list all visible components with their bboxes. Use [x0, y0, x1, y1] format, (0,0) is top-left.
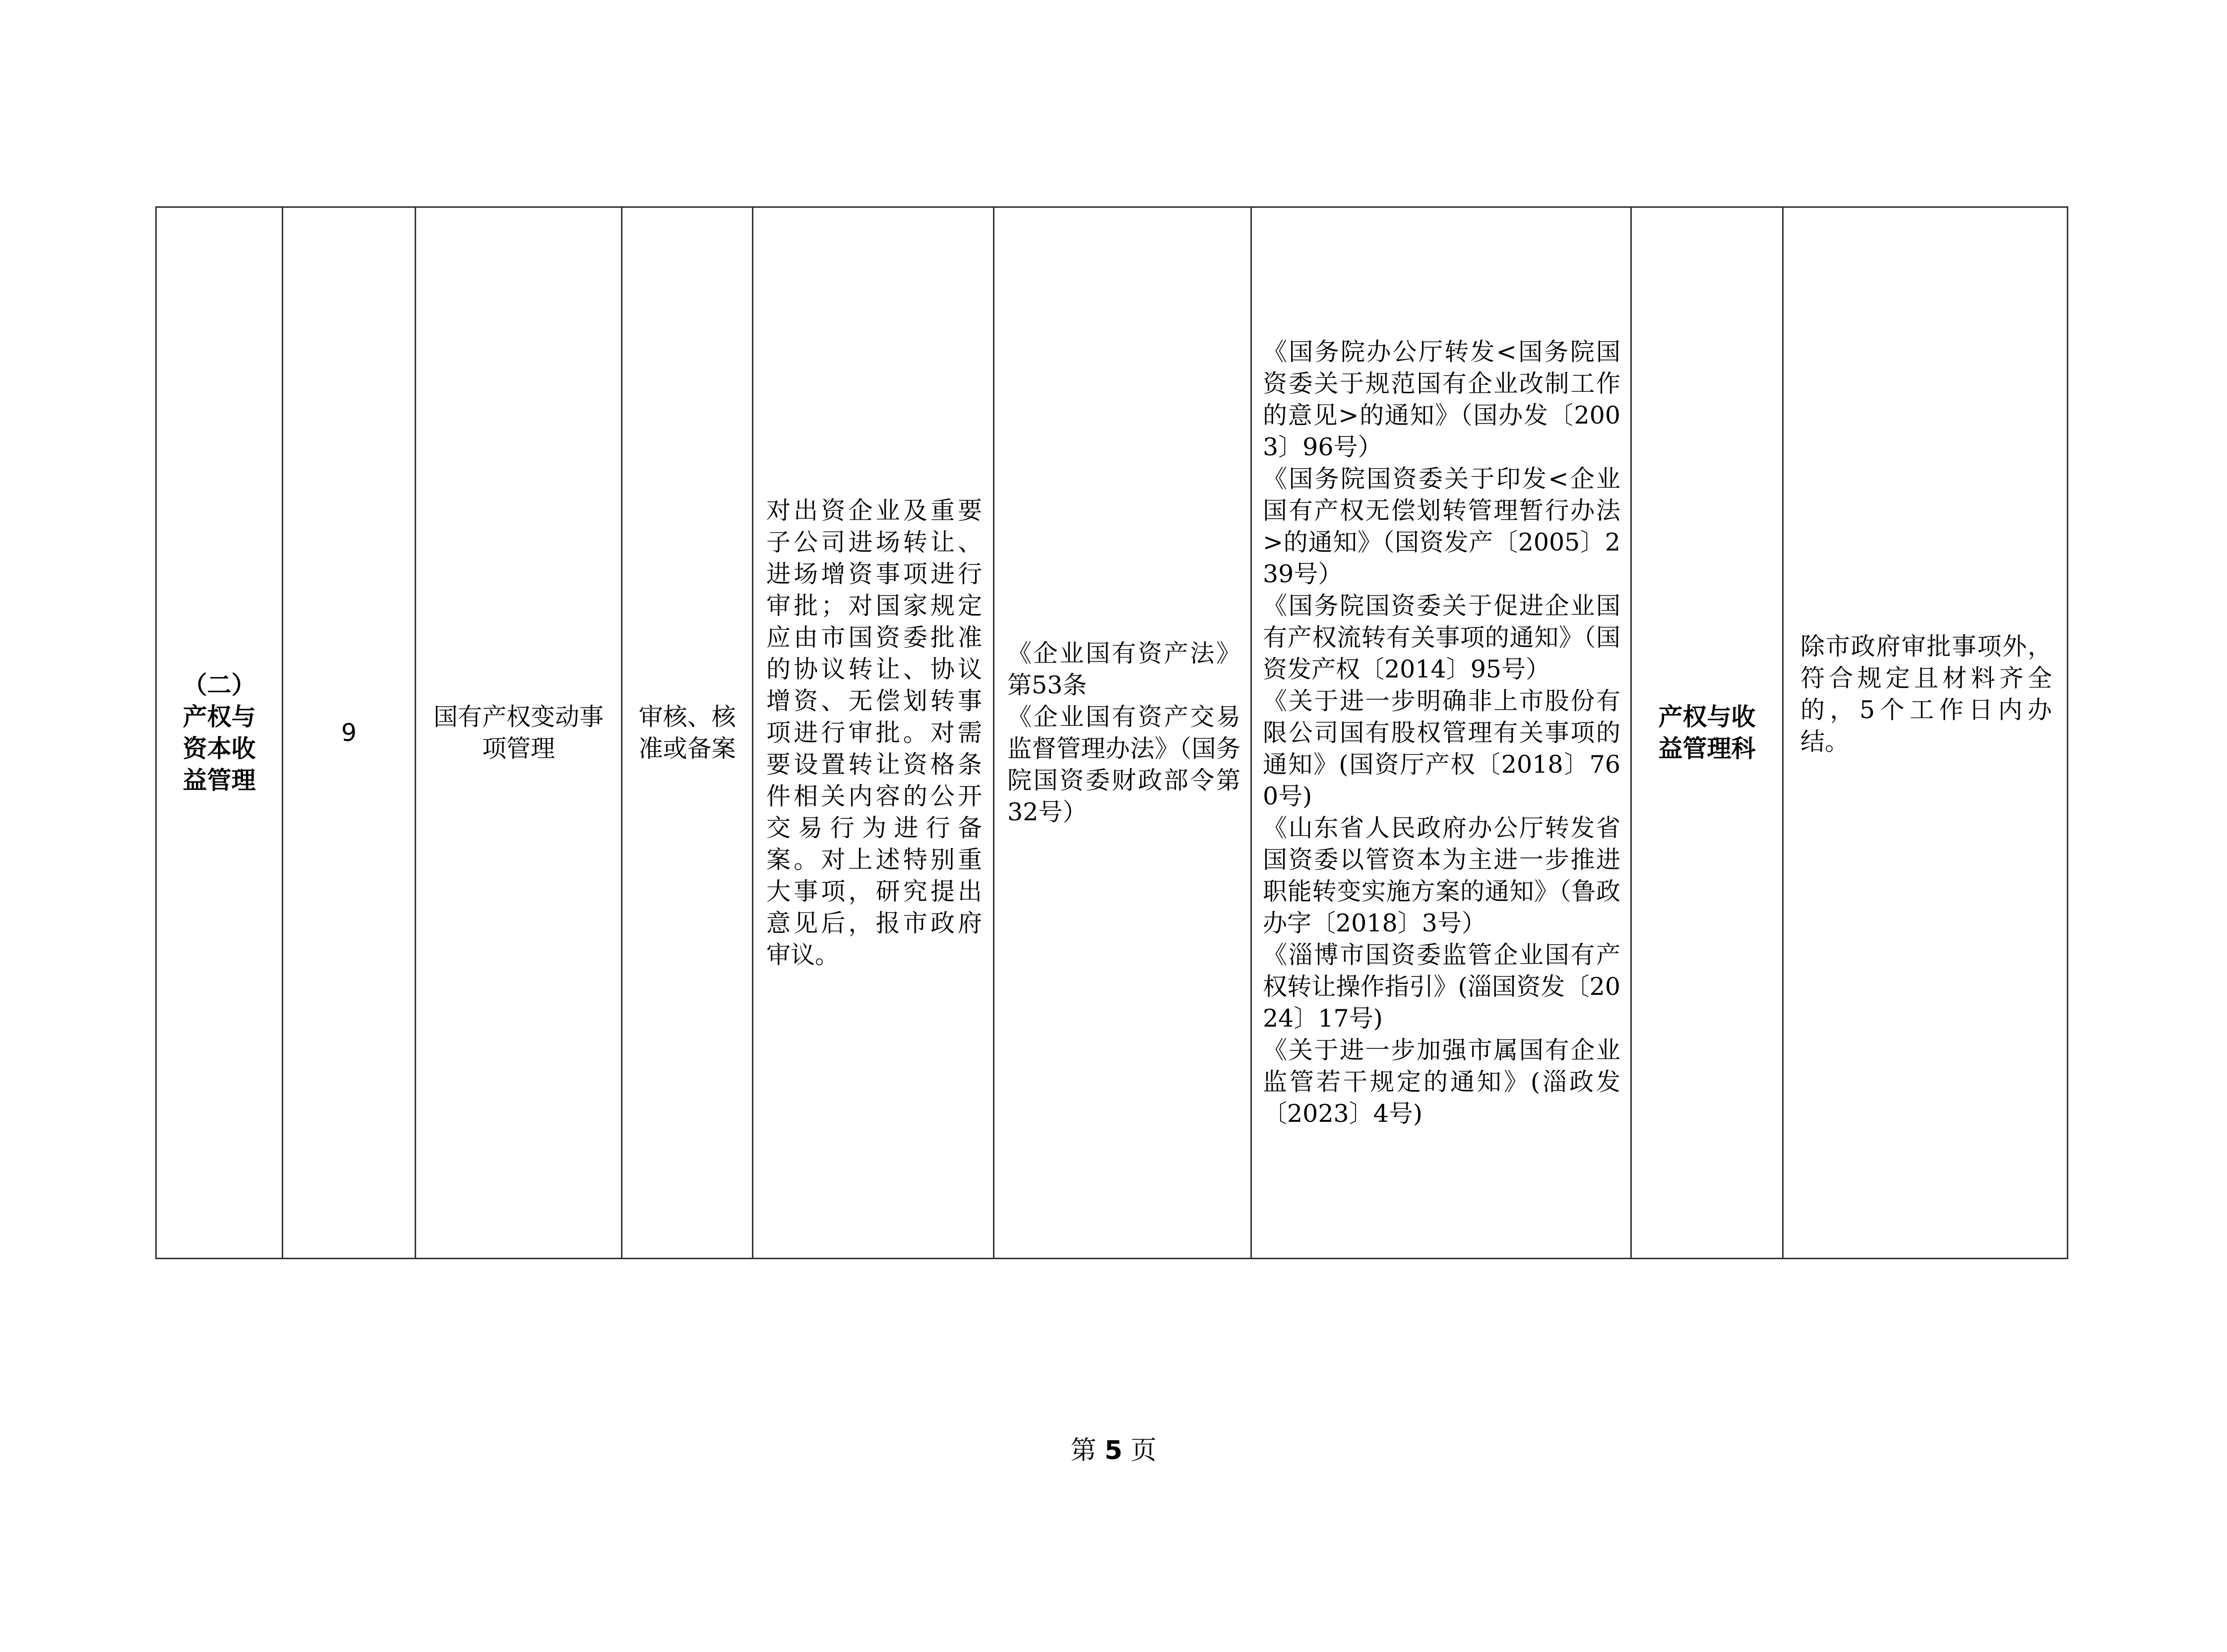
page-footer	[0, 1433, 2227, 1468]
policy-basis-item: 《国务院国资委关于促进企业国有产权流转有关事项的通知》（国资发产权〔2014〕95号）	[1263, 591, 1620, 683]
approval-type: 审核、核准或备案	[638, 702, 736, 763]
matters-table	[155, 206, 2068, 1259]
page-prefix: 第	[1070, 1436, 1097, 1466]
category-cell	[156, 207, 283, 1259]
page-number: 5	[1104, 1436, 1123, 1466]
category-line: 资本收	[183, 734, 256, 763]
content-text: 对出资企业及重要子公司进场转让、进场增资事项进行审批；对国家规定应由市国资委批准的协议转让、协议增资、无偿划转事项进行审批。对需要设置转让资格条件相关内容的公开交易行为进行备案。对上述特别重大事项，研究提出意见后，报市政府审议。	[766, 496, 982, 969]
item-number-cell	[283, 207, 416, 1259]
policy-basis-item: 《淄博市国资委监管企业国有产权转让操作指引》(淄国资发〔2024〕17号)	[1263, 940, 1620, 1033]
approval-type-cell	[622, 207, 753, 1259]
table-row	[156, 207, 2068, 1259]
item-number: 9	[341, 718, 357, 747]
department-cell	[1631, 207, 1783, 1259]
category-line: 益管理	[183, 766, 256, 795]
legal-basis-cell	[994, 207, 1251, 1259]
policy-basis-item: 《山东省人民政府办公厅转发省国资委以管资本为主进一步推进职能转变实施方案的通知》（鲁政办字〔2018〕3号）	[1263, 813, 1620, 937]
department-name: 产权与收益管理科	[1658, 702, 1756, 763]
legal-basis-item: 《企业国有资产交易监督管理办法》（国务院国资委财政部令第32号）	[1007, 702, 1240, 826]
time-limit-text: 除市政府审批事项外，符合规定且材料齐全的，5个工作日内办结。	[1800, 632, 2052, 756]
policy-basis-item: 《国务院国资委关于印发<企业国有产权无偿划转管理暂行办法>的通知》（国资发产〔2005〕239号）	[1263, 464, 1620, 588]
content-cell	[753, 207, 994, 1259]
item-name-cell	[416, 207, 622, 1259]
policy-basis-item: 《关于进一步加强市属国有企业监管若干规定的通知》(淄政发〔2023〕4号)	[1263, 1036, 1620, 1128]
page-suffix: 页	[1130, 1436, 1157, 1466]
policy-basis-item: 《关于进一步明确非上市股份有限公司国有股权管理有关事项的通知》(国资厅产权〔2018〕760号)	[1263, 686, 1620, 810]
item-name: 国有产权变动事项管理	[433, 702, 604, 763]
time-limit-cell	[1783, 207, 2068, 1259]
category-line: （二）	[183, 671, 256, 699]
policy-basis-item: 《国务院办公厅转发<国务院国资委关于规范国有企业改制工作的意见>的通知》（国办发〔2003〕96号）	[1263, 337, 1620, 461]
policy-basis-cell	[1251, 207, 1631, 1259]
legal-basis-item: 《企业国有资产法》第53条	[1007, 639, 1240, 699]
category-line: 产权与	[183, 702, 256, 731]
